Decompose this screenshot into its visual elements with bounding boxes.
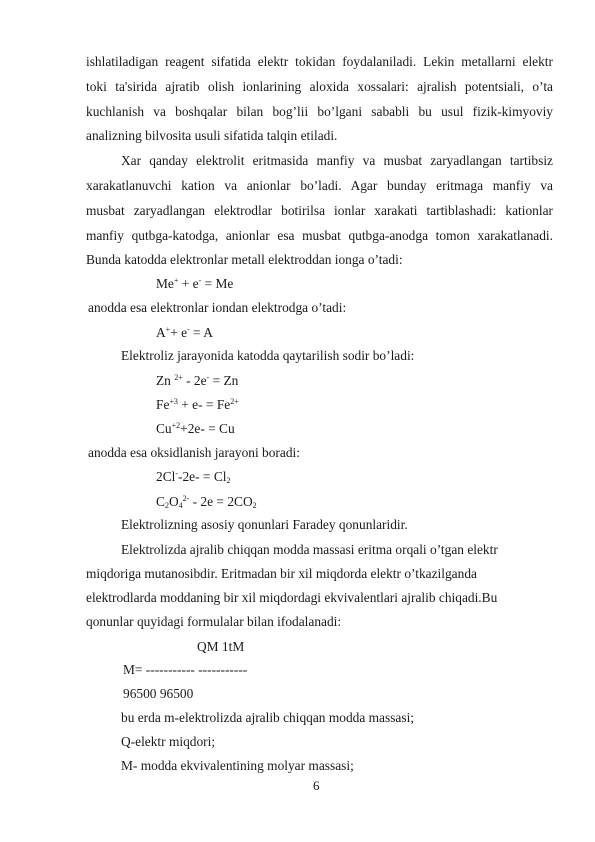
equation-copper: $Cu^{+2}+2e- = Cu$ xyxy=(156,421,235,436)
equation-iron: $Fe^{+3} + e- = Fe^{2+}$ xyxy=(156,397,239,412)
equation-cathode-metal: Me+ + e- = Me xyxy=(156,276,234,291)
definition-item: M- modda ekvivalentining molyar massasi; xyxy=(121,758,354,773)
text-line: toki ta'sirida ajratib olish ionlarining aloxida xossalari: ajralish potentsiali, o’ta xyxy=(86,79,553,94)
text-line: anodda esa oksidlanish jarayoni boradi: xyxy=(88,445,300,460)
formula-denominator: 96500 96500 xyxy=(123,686,194,701)
text-line: miqdoriga mutanosibdir. Eritmadan bir xil miqdorda elektr o’tkazilganda xyxy=(86,566,477,581)
text-line: manfiy qutbga-katodga, anionlar esa musbat qutbga-anodga tomon xarakatlanadi. xyxy=(86,228,553,243)
text-line: elektrodlarda moddaning bir xil miqdordagi ekvivalentlari ajralib chiqadi.Bu xyxy=(86,590,498,605)
definition-item: Q-elektr miqdori; xyxy=(121,734,216,749)
equation-anode-ion: A++ e- = A xyxy=(156,325,213,340)
equation-oxalate: $C_2O_4^{2-} - 2e = 2CO_2$ xyxy=(156,494,257,510)
text-line: musbat zaryadlangan elektrodlar botirilsa ionlar xarakati tartiblashadi: kationlar xyxy=(86,203,553,218)
text-line: qonunlar quyidagi formulalar bilan ifodalanadi: xyxy=(86,614,342,629)
text-line: kuchlanish va boshqalar bilan bog’lii bo’lgani sababli bu usul fizik-kimyoviy xyxy=(86,104,553,119)
text-line: ishlatiladigan reagent sifatida elektr tokidan foydalaniladi. Lekin metallarni elektr xyxy=(86,54,553,69)
formula-numerator: QM 1tM xyxy=(197,639,245,654)
equation-chlorine: $2Cl^--2e- = Cl_2$ xyxy=(156,469,231,485)
text-line: anodda esa elektronlar iondan elektrodga o’tadi: xyxy=(88,300,347,315)
equation-zinc: Zn $^{2+}$ - 2e- = Zn xyxy=(156,373,239,388)
text-line: Bunda katodda elektronlar metall elektroddan ionga o’tadi: xyxy=(86,252,403,267)
text-line: Elektrolizning asosiy qonunlari Faradey qonunlaridir. xyxy=(121,517,408,532)
formula-fraction-line: M= ----------- ----------- xyxy=(123,662,248,677)
text-line: analizning bilvosita usuli sifatida talqin etiladi. xyxy=(86,128,338,143)
text-line: Elektroliz jarayonida katodda qaytarilish sodir bo’ladi: xyxy=(121,348,415,363)
definition-item: bu erda m-elektrolizda ajralib chiqqan modda massasi; xyxy=(121,710,415,725)
page-number: 6 xyxy=(313,778,320,793)
text-line: Xar qanday elektrolit eritmasida manfiy va musbat zaryadlangan tartibsiz xyxy=(121,153,553,168)
text-line: Elektrolizda ajralib chiqqan modda massasi eritma orqali o’tgan elektr xyxy=(121,542,498,557)
text-line: xarakatlanuvchi kation va anionlar bo’ladi. Agar bunday eritmaga manfiy va xyxy=(86,178,553,193)
